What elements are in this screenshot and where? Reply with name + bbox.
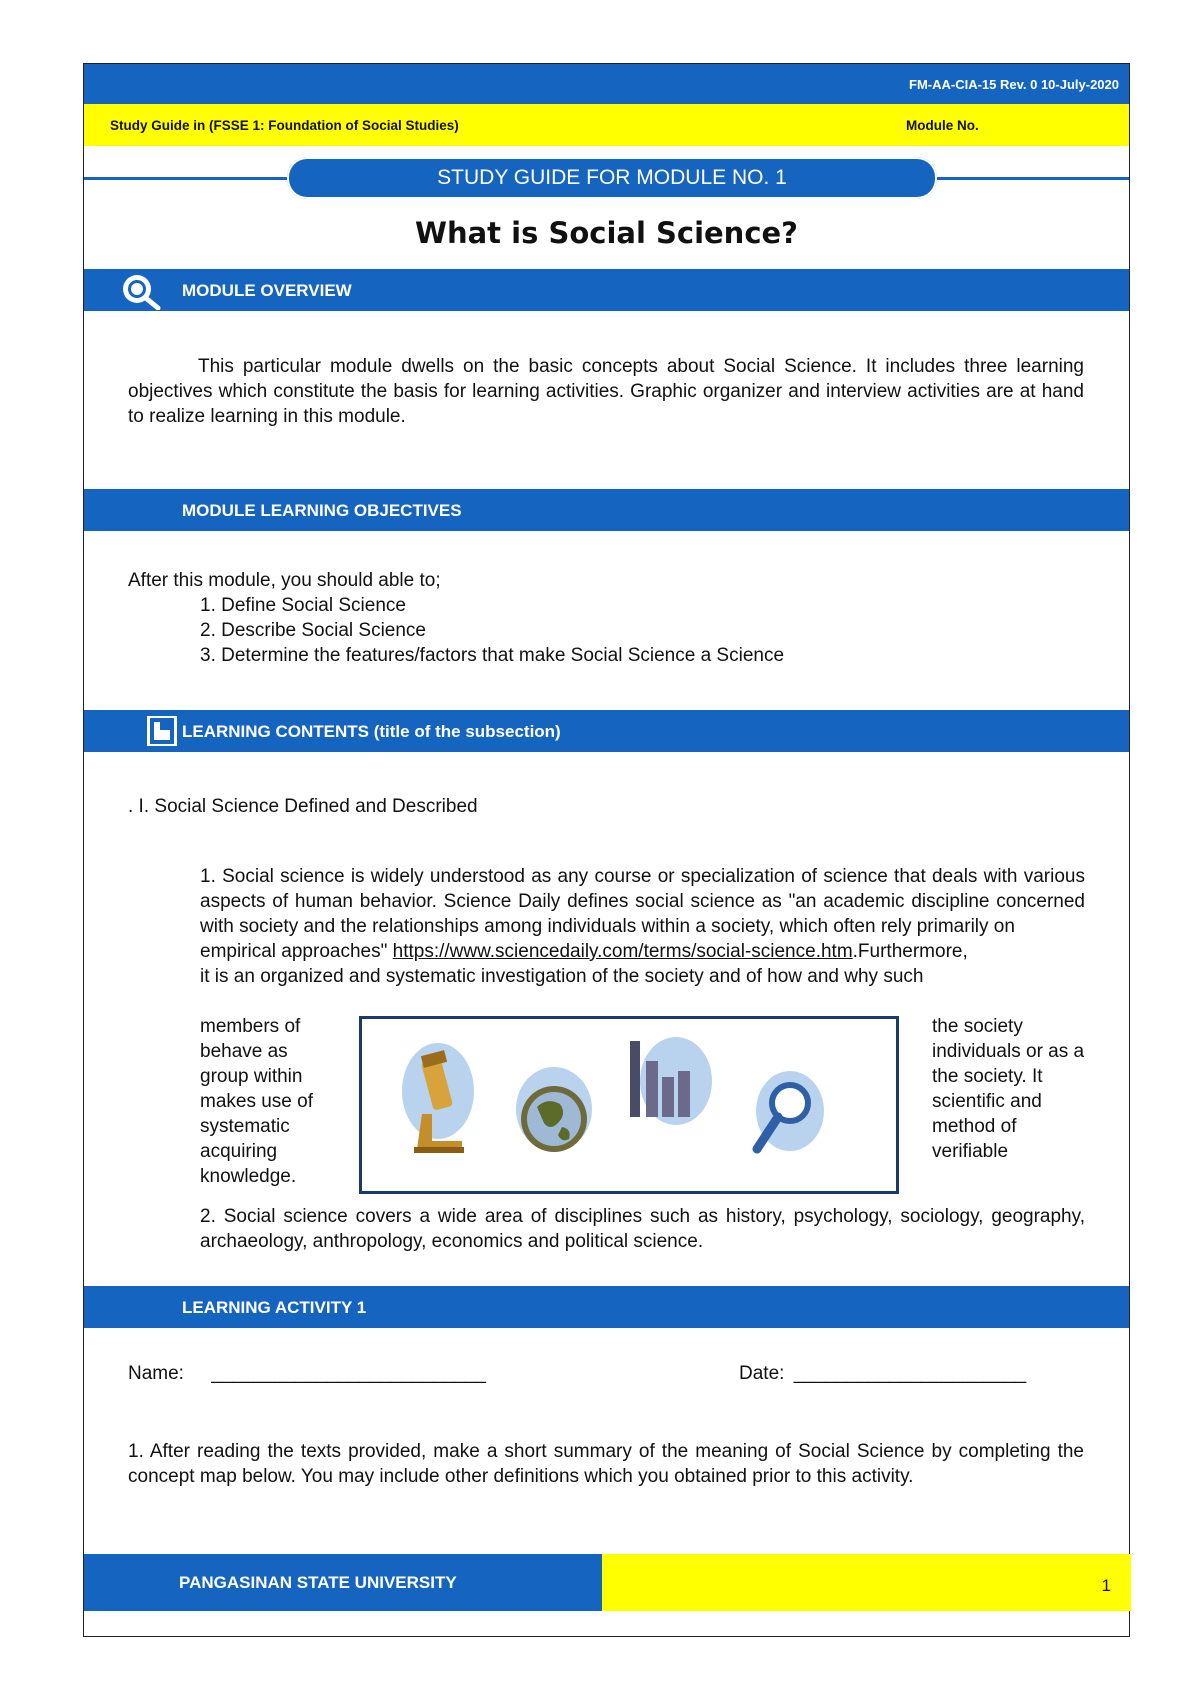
magnifying-glass-icon bbox=[756, 1071, 824, 1151]
page-title: What is Social Science? bbox=[414, 216, 799, 250]
wrap-line: systematic bbox=[200, 1116, 290, 1137]
wrap-text-right bbox=[932, 1014, 1122, 1164]
objective-item: 3. Determine the features/factors that make Social Science a Science bbox=[200, 645, 785, 666]
science-illustration bbox=[362, 1019, 896, 1191]
university-name: PANGASINAN STATE UNIVERSITY bbox=[179, 1573, 457, 1592]
wrap-text-left bbox=[200, 1014, 360, 1189]
document-page bbox=[83, 63, 1130, 1637]
name-label: Name: bbox=[128, 1363, 184, 1384]
objectives-bar bbox=[84, 489, 1129, 531]
learning-contents-label: LEARNING CONTENTS (title of the subsection) bbox=[182, 722, 561, 741]
contents-paragraph-2: 2. Social science covers a wide area of disciplines such as history, psychology, sociology, geography, archaeology, anthropology, economics and political science. bbox=[200, 1206, 1085, 1252]
magnifier-icon bbox=[120, 272, 164, 310]
bar-chart-icon bbox=[630, 1037, 712, 1125]
globe-icon bbox=[516, 1067, 592, 1152]
wrap-line: acquiring bbox=[200, 1141, 278, 1162]
learning-contents-bar bbox=[84, 710, 1129, 752]
module-overview-label: MODULE OVERVIEW bbox=[182, 281, 352, 300]
objectives-label: MODULE LEARNING OBJECTIVES bbox=[182, 501, 462, 520]
study-guide-title: Study Guide in (FSSE 1: Foundation of Social Studies) bbox=[110, 118, 459, 133]
module-number-label: Module No. bbox=[906, 118, 979, 133]
study-guide-banner: STUDY GUIDE FOR MODULE NO. 1 bbox=[287, 157, 937, 199]
date-line[interactable]: ______________________ bbox=[793, 1363, 1027, 1384]
objective-item: 1. Define Social Science bbox=[200, 595, 406, 616]
form-code: FM-AA-CIA-15 Rev. 0 10-July-2020 bbox=[909, 77, 1119, 92]
contents-p1-link-line bbox=[200, 939, 1085, 964]
contents-p1b-pre: empirical approaches" bbox=[200, 941, 393, 962]
name-line[interactable]: __________________________ bbox=[211, 1363, 486, 1384]
name-field[interactable] bbox=[128, 1361, 486, 1386]
footer-page-bar bbox=[602, 1554, 1131, 1611]
footer-university-bar bbox=[84, 1554, 602, 1611]
wrap-line: members of bbox=[200, 1016, 301, 1037]
contents-p1b-post: .Furthermore, bbox=[852, 941, 968, 962]
contents-paragraph-1 bbox=[200, 864, 1085, 989]
wrap-line: the society. It bbox=[932, 1066, 1043, 1087]
header-top-bar bbox=[84, 64, 1129, 104]
learning-activity-bar bbox=[84, 1286, 1129, 1328]
wrap-line: verifiable bbox=[932, 1141, 1009, 1162]
contents-p1c: it is an organized and systematic investigation of the society and of how and why such bbox=[200, 966, 924, 987]
page-number: 1 bbox=[1101, 1576, 1111, 1595]
wrap-line: behave as bbox=[200, 1041, 288, 1062]
wrap-line: the society bbox=[932, 1016, 1023, 1037]
wrap-line: knowledge. bbox=[200, 1166, 297, 1187]
book-icon bbox=[144, 713, 180, 749]
contents-p1: 1. Social science is widely understood as any course or specialization of science that deals with various aspects of human behavior. Science Daily defines social science as "an academic discipline concerned with society and the relationships among individuals within a society, which often rely primarily on bbox=[200, 866, 1085, 937]
sciencedaily-link[interactable]: https://www.sciencedaily.com/terms/social-science.htm bbox=[392, 941, 853, 962]
objective-item: 2. Describe Social Science bbox=[200, 620, 426, 641]
wrap-line: makes use of bbox=[200, 1091, 313, 1112]
learning-activity-label: LEARNING ACTIVITY 1 bbox=[182, 1298, 367, 1317]
overview-text: This particular module dwells on the basic concepts about Social Science. It includes three learning objectives which constitute the basis for learning activities. Graphic organizer and interview activities are at hand to realize learning in this module. bbox=[128, 356, 1084, 427]
objectives-lead: After this module, you should able to; bbox=[128, 570, 441, 591]
wrap-line: group within bbox=[200, 1066, 303, 1087]
wrap-line: method of bbox=[932, 1116, 1017, 1137]
wrap-line: individuals or as a bbox=[932, 1041, 1085, 1062]
contents-heading: . I. Social Science Defined and Described bbox=[128, 796, 478, 817]
microscope-icon bbox=[402, 1043, 474, 1153]
date-field[interactable] bbox=[739, 1361, 1026, 1386]
wrap-line: scientific and bbox=[932, 1091, 1042, 1112]
objectives-list bbox=[200, 593, 784, 668]
date-label: Date: bbox=[739, 1363, 785, 1384]
module-overview-bar bbox=[84, 269, 1129, 311]
activity-question: 1. After reading the texts provided, make a short summary of the meaning of Social Science by completing the concept map below. You may include other definitions which you obtained prior to this activity. bbox=[128, 1441, 1084, 1487]
science-icons-picture bbox=[359, 1016, 899, 1194]
header-yellow-bar bbox=[84, 104, 1129, 146]
